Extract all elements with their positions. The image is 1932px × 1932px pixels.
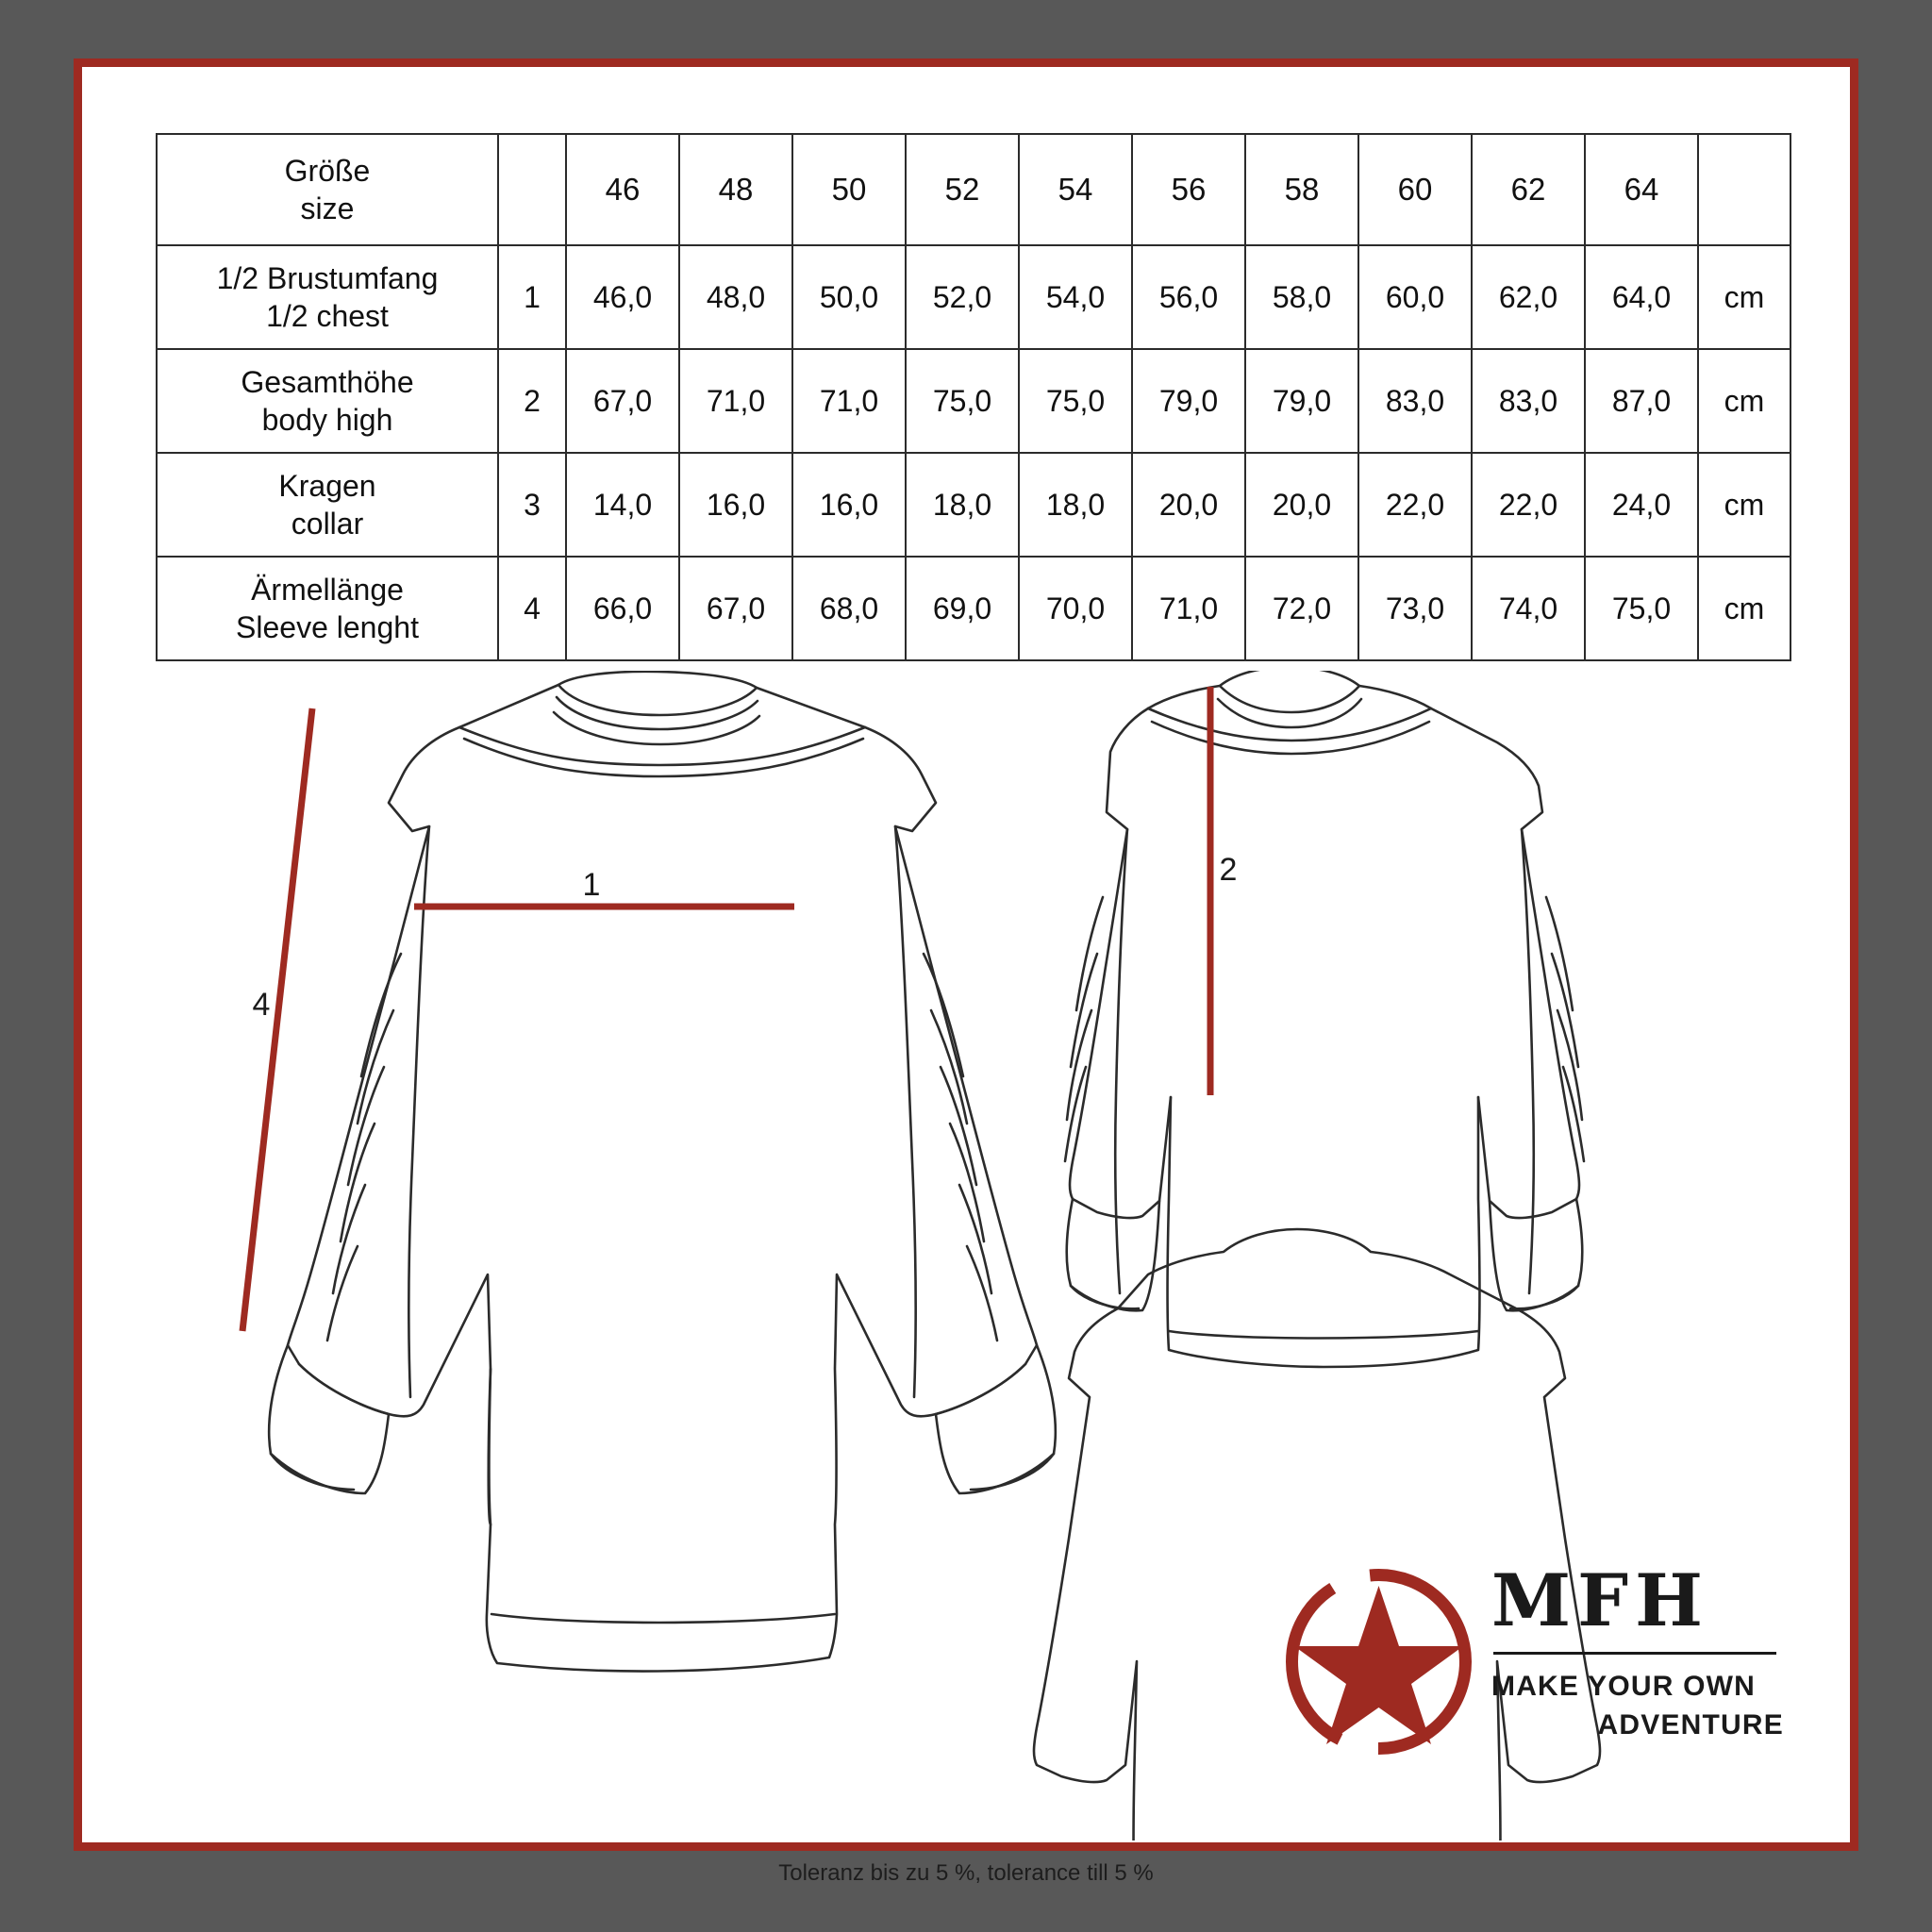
cell-sleeve-62: 74,0 bbox=[1472, 557, 1585, 660]
header-size-9: 64 bbox=[1585, 134, 1698, 245]
cell-chest-60: 60,0 bbox=[1358, 245, 1472, 349]
row-label-de: 1/2 Brustumfang bbox=[216, 260, 439, 295]
header-unit-cell bbox=[1698, 134, 1790, 245]
row-num-sleeve: 4 bbox=[498, 557, 566, 660]
measure-label-body-high: 2 bbox=[1219, 852, 1238, 888]
cell-bodyhigh-48: 71,0 bbox=[679, 349, 792, 453]
cell-sleeve-52: 69,0 bbox=[906, 557, 1019, 660]
header-size-7: 60 bbox=[1358, 134, 1472, 245]
row-label-sleeve bbox=[157, 557, 498, 660]
header-label-cell bbox=[157, 134, 498, 245]
logo-tagline bbox=[1491, 1668, 1793, 1744]
cell-collar-58: 20,0 bbox=[1245, 453, 1358, 557]
row-num-collar: 3 bbox=[498, 453, 566, 557]
row-label-en: collar bbox=[291, 507, 364, 541]
front-view-sweater bbox=[269, 672, 1056, 1672]
row-label-collar bbox=[157, 453, 498, 557]
cell-bodyhigh-58: 79,0 bbox=[1245, 349, 1358, 453]
cell-collar-60: 22,0 bbox=[1358, 453, 1472, 557]
cell-chest-58: 58,0 bbox=[1245, 245, 1358, 349]
cell-sleeve-50: 68,0 bbox=[792, 557, 906, 660]
cell-collar-62: 22,0 bbox=[1472, 453, 1585, 557]
cell-chest-46: 46,0 bbox=[566, 245, 679, 349]
cell-sleeve-60: 73,0 bbox=[1358, 557, 1472, 660]
cell-chest-48: 48,0 bbox=[679, 245, 792, 349]
table-row bbox=[157, 349, 1790, 453]
header-size-1: 48 bbox=[679, 134, 792, 245]
header-label-en: size bbox=[300, 192, 355, 225]
cell-bodyhigh-50: 71,0 bbox=[792, 349, 906, 453]
cell-sleeve-54: 70,0 bbox=[1019, 557, 1132, 660]
cell-collar-50: 16,0 bbox=[792, 453, 906, 557]
cell-bodyhigh-56: 79,0 bbox=[1132, 349, 1245, 453]
tolerance-note: Toleranz bis zu 5 %, tolerance till 5 % bbox=[778, 1860, 1154, 1886]
row-label-en: body high bbox=[261, 403, 393, 437]
row-num-chest: 1 bbox=[498, 245, 566, 349]
row-unit-chest: cm bbox=[1698, 245, 1790, 349]
cell-sleeve-58: 72,0 bbox=[1245, 557, 1358, 660]
header-size-0: 46 bbox=[566, 134, 679, 245]
cell-chest-52: 52,0 bbox=[906, 245, 1019, 349]
header-size-3: 52 bbox=[906, 134, 1019, 245]
row-num-bodyhigh: 2 bbox=[498, 349, 566, 453]
cell-chest-54: 54,0 bbox=[1019, 245, 1132, 349]
cell-bodyhigh-46: 67,0 bbox=[566, 349, 679, 453]
header-label-de: Größe bbox=[284, 153, 371, 188]
cell-sleeve-46: 66,0 bbox=[566, 557, 679, 660]
size-table bbox=[156, 133, 1791, 661]
table-row bbox=[157, 245, 1790, 349]
header-size-5: 56 bbox=[1132, 134, 1245, 245]
row-unit-collar: cm bbox=[1698, 453, 1790, 557]
header-size-2: 50 bbox=[792, 134, 906, 245]
row-unit-sleeve: cm bbox=[1698, 557, 1790, 660]
cell-chest-50: 50,0 bbox=[792, 245, 906, 349]
star-icon bbox=[1282, 1565, 1475, 1758]
cell-sleeve-56: 71,0 bbox=[1132, 557, 1245, 660]
table-header-row bbox=[157, 134, 1790, 245]
cell-bodyhigh-64: 87,0 bbox=[1585, 349, 1698, 453]
measure-labels bbox=[253, 671, 1238, 1023]
row-label-chest bbox=[157, 245, 498, 349]
cell-bodyhigh-52: 75,0 bbox=[906, 349, 1019, 453]
cell-chest-64: 64,0 bbox=[1585, 245, 1698, 349]
row-label-en: Sleeve lenght bbox=[236, 610, 419, 644]
row-label-de: Gesamthöhe bbox=[241, 364, 414, 399]
logo-divider bbox=[1493, 1652, 1776, 1655]
cell-collar-48: 16,0 bbox=[679, 453, 792, 557]
row-label-en: 1/2 chest bbox=[266, 299, 389, 333]
cell-sleeve-64: 75,0 bbox=[1585, 557, 1698, 660]
header-num-cell bbox=[498, 134, 566, 245]
tagline-line-1: MAKE YOUR OWN bbox=[1491, 1671, 1757, 1702]
size-chart-card bbox=[74, 58, 1858, 1851]
cell-chest-62: 62,0 bbox=[1472, 245, 1585, 349]
cell-sleeve-48: 67,0 bbox=[679, 557, 792, 660]
measure-label-sleeve: 4 bbox=[252, 987, 271, 1023]
cell-bodyhigh-60: 83,0 bbox=[1358, 349, 1472, 453]
row-label-bodyhigh bbox=[157, 349, 498, 453]
mfh-logo bbox=[1282, 1559, 1791, 1776]
cell-collar-54: 18,0 bbox=[1019, 453, 1132, 557]
cell-collar-52: 18,0 bbox=[906, 453, 1019, 557]
brand-name: MFH bbox=[1491, 1558, 1709, 1642]
row-label-de: Kragen bbox=[278, 468, 376, 503]
cell-collar-56: 20,0 bbox=[1132, 453, 1245, 557]
logo-text-block bbox=[1491, 1559, 1793, 1744]
table-row bbox=[157, 557, 1790, 660]
row-label-de: Ärmellänge bbox=[251, 572, 404, 607]
measure-label-chest: 1 bbox=[582, 867, 601, 903]
measure-lines bbox=[242, 671, 1210, 1331]
row-unit-bodyhigh: cm bbox=[1698, 349, 1790, 453]
cell-chest-56: 56,0 bbox=[1132, 245, 1245, 349]
cell-bodyhigh-54: 75,0 bbox=[1019, 349, 1132, 453]
header-size-8: 62 bbox=[1472, 134, 1585, 245]
cell-collar-64: 24,0 bbox=[1585, 453, 1698, 557]
cell-bodyhigh-62: 83,0 bbox=[1472, 349, 1585, 453]
header-size-6: 58 bbox=[1245, 134, 1358, 245]
back-view-sweater-detail bbox=[1065, 671, 1584, 1367]
cell-collar-46: 14,0 bbox=[566, 453, 679, 557]
table-row bbox=[157, 453, 1790, 557]
tagline-line-2: ADVENTURE bbox=[1597, 1708, 1784, 1740]
header-size-4: 54 bbox=[1019, 134, 1132, 245]
